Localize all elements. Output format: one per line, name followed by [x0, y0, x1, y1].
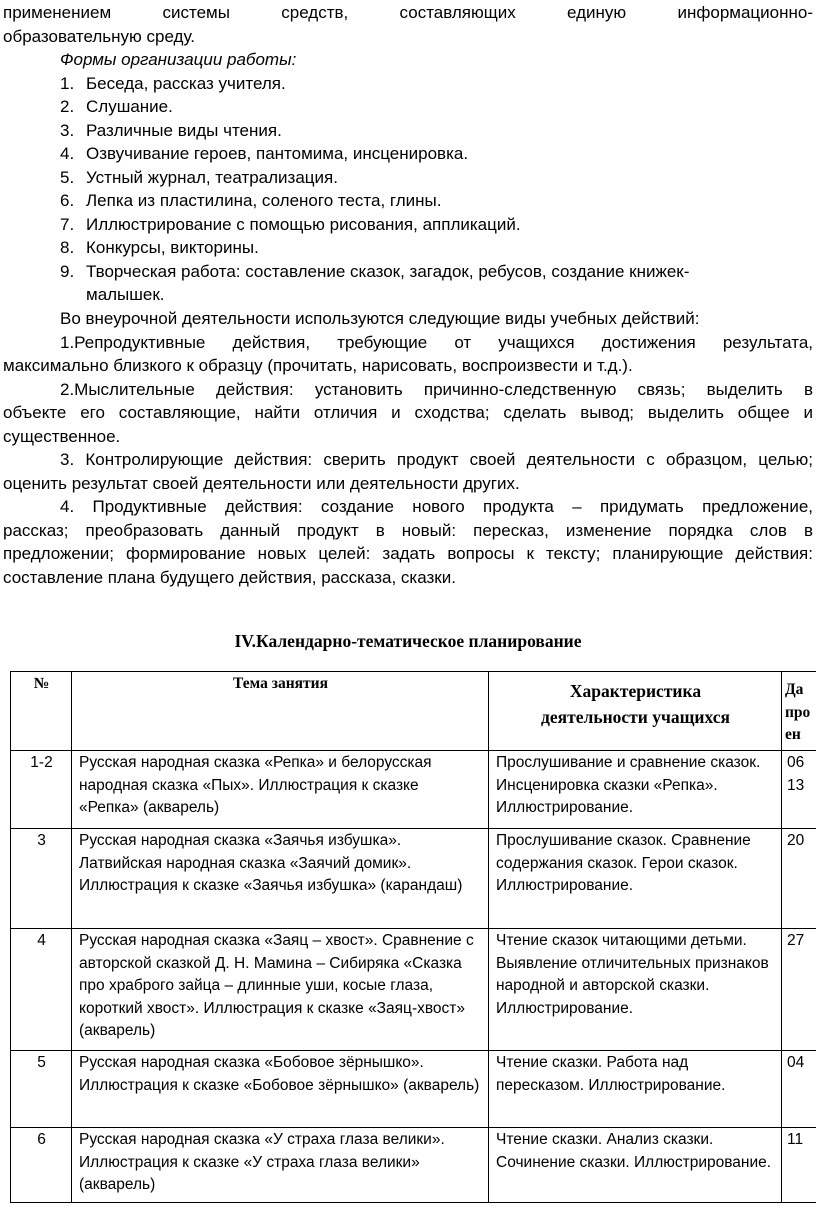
list-item-text: Конкурсы, викторины.	[86, 238, 259, 257]
header-date	[782, 672, 816, 751]
forms-heading: Формы организации работы:	[60, 50, 297, 69]
cell-num: 1-2	[11, 751, 72, 829]
list-item-number: 2.	[60, 97, 75, 116]
cell-date-line: 06	[787, 754, 805, 771]
list-item-number: 6.	[60, 191, 75, 210]
section-title: IV.Календарно-тематическое планирование	[234, 631, 582, 651]
cell-characteristics: Прослушивание и сравнение сказок. Инсценировка сказки «Репка». Иллюстрирование.	[489, 751, 782, 829]
header-date-line: Да	[785, 681, 804, 698]
cell-num: 6	[11, 1128, 72, 1203]
table-header-row	[11, 672, 816, 751]
cell-topic: Русская народная сказка «У страха глаза велики». Иллюстрация к сказке «У страха глаза велики» (акварель)	[72, 1128, 489, 1203]
table-row	[11, 1051, 816, 1128]
header-date-line: про	[785, 703, 811, 721]
list-item-text-continued: малышек.	[86, 285, 165, 304]
cell-topic: Русская народная сказка «Заяц – хвост». Сравнение с авторской сказкой Д. Н. Мамина – Сибиряка «Сказка про храброго зайца – длинные уши, косые глаза, короткий хвост». Иллюстрация к сказке «Заяц-хвост» (акварель)	[72, 929, 489, 1051]
table-row	[11, 1128, 816, 1203]
paragraph-line: объекте его составляющие, найти отличия и сходства; сделать вывод; выделить общее и	[3, 403, 813, 422]
list-item-text: Иллюстрирование с помощью рисования, аппликаций.	[86, 214, 521, 234]
paragraph-line: 3. Контролирующие действия: сверить продукт своей деятельности с образцом, целью;	[60, 450, 813, 469]
cell-date	[782, 751, 816, 829]
table-row	[11, 829, 816, 929]
cell-date-line: 27	[787, 932, 805, 949]
table-row	[11, 929, 816, 1051]
cell-characteristics: Чтение сказки. Работа над пересказом. Иллюстрирование.	[489, 1051, 782, 1128]
list-item-number: 7.	[60, 214, 75, 234]
list-item-text: Устный журнал, театрализация.	[86, 167, 338, 187]
header-num: №	[11, 672, 72, 751]
cell-num: 3	[11, 829, 72, 929]
paragraph-line: образовательную среду.	[3, 26, 195, 46]
extra-intro: Во внеурочной деятельности используются следующие виды учебных действий:	[60, 309, 700, 328]
cell-date	[782, 829, 816, 929]
paragraph-line: применением системы средств, составляющих единую информационно-	[3, 3, 813, 22]
calendar-plan-table	[10, 671, 816, 1203]
paragraph-line: максимально близкого к образцу (прочитать, нарисовать, воспроизвести и т.д.).	[3, 356, 633, 375]
cell-date-line: 04	[787, 1054, 805, 1071]
paragraph-line: предложении; формирование новых целей: задать вопросы к тексту; планирующие действия:	[3, 544, 813, 563]
list-item-number: 4.	[60, 144, 75, 163]
header-characteristics	[489, 672, 782, 751]
header-date-line: ен	[785, 726, 801, 743]
cell-date	[782, 1051, 816, 1128]
list-item-number: 9.	[60, 261, 75, 281]
cell-topic: Русская народная сказка «Заячья избушка». Латвийская народная сказка «Заячий домик». Иллюстрация к сказке «Заячья избушка» (карандаш)	[72, 829, 489, 929]
cell-characteristics: Прослушивание сказок. Сравнение содержания сказок. Герои сказок. Иллюстрирование.	[489, 829, 782, 929]
cell-num: 5	[11, 1051, 72, 1128]
cell-date	[782, 1128, 816, 1203]
list-item-text: Слушание.	[86, 97, 173, 116]
paragraph-line: 1.Репродуктивные действия, требующие от учащихся достижения результата,	[60, 332, 813, 352]
list-item-text: Беседа, рассказ учителя.	[86, 73, 286, 93]
paragraph-line: оценить результат своей деятельности или деятельности других.	[3, 473, 520, 493]
paragraph-line: существенное.	[3, 426, 121, 446]
cell-date-line: 13	[787, 776, 805, 794]
list-item-number: 5.	[60, 167, 75, 187]
list-item-number: 8.	[60, 238, 75, 257]
list-item-text: Озвучивание героев, пантомима, инсценировка.	[86, 144, 469, 163]
list-item-number: 3.	[60, 120, 75, 140]
header-topic: Тема занятия	[72, 672, 489, 751]
list-item-text: Творческая работа: составление сказок, загадок, ребусов, создание книжек-	[86, 261, 690, 281]
cell-date-line: 20	[787, 832, 805, 849]
paragraph-line: 2.Мыслительные действия: установить причинно-следственную связь; выделить в	[60, 379, 813, 399]
cell-date-line: 11	[787, 1131, 804, 1148]
table-row	[11, 751, 816, 829]
cell-characteristics: Чтение сказки. Анализ сказки. Сочинение сказки. Иллюстрирование.	[489, 1128, 782, 1203]
header-char-line: деятельности учащихся	[541, 707, 730, 727]
paragraph-line: 4. Продуктивные действия: создание нового продукта – придумать предложение,	[60, 497, 813, 516]
list-item-text: Различные виды чтения.	[86, 120, 282, 140]
cell-num: 4	[11, 929, 72, 1051]
paragraph-line: рассказ; преобразовать данный продукт в новый: пересказ, изменение порядка слов в	[3, 520, 813, 540]
cell-date	[782, 929, 816, 1051]
paragraph-line: составление плана будущего действия, рассказа, сказки.	[3, 567, 456, 587]
list-item-number: 1.	[60, 73, 75, 93]
cell-topic: Русская народная сказка «Бобовое зёрнышко». Иллюстрация к сказке «Бобовое зёрнышко» (акварель)	[72, 1051, 489, 1128]
cell-topic: Русская народная сказка «Репка» и белорусская народная сказка «Пых». Иллюстрация к сказке «Репка» (акварель)	[72, 751, 489, 829]
cell-characteristics: Чтение сказок читающими детьми. Выявление отличительных признаков народной и авторской сказки. Иллюстрирование.	[489, 929, 782, 1051]
list-item-text: Лепка из пластилина, соленого теста, глины.	[86, 191, 442, 210]
header-char-line: Характеристика	[569, 681, 702, 701]
